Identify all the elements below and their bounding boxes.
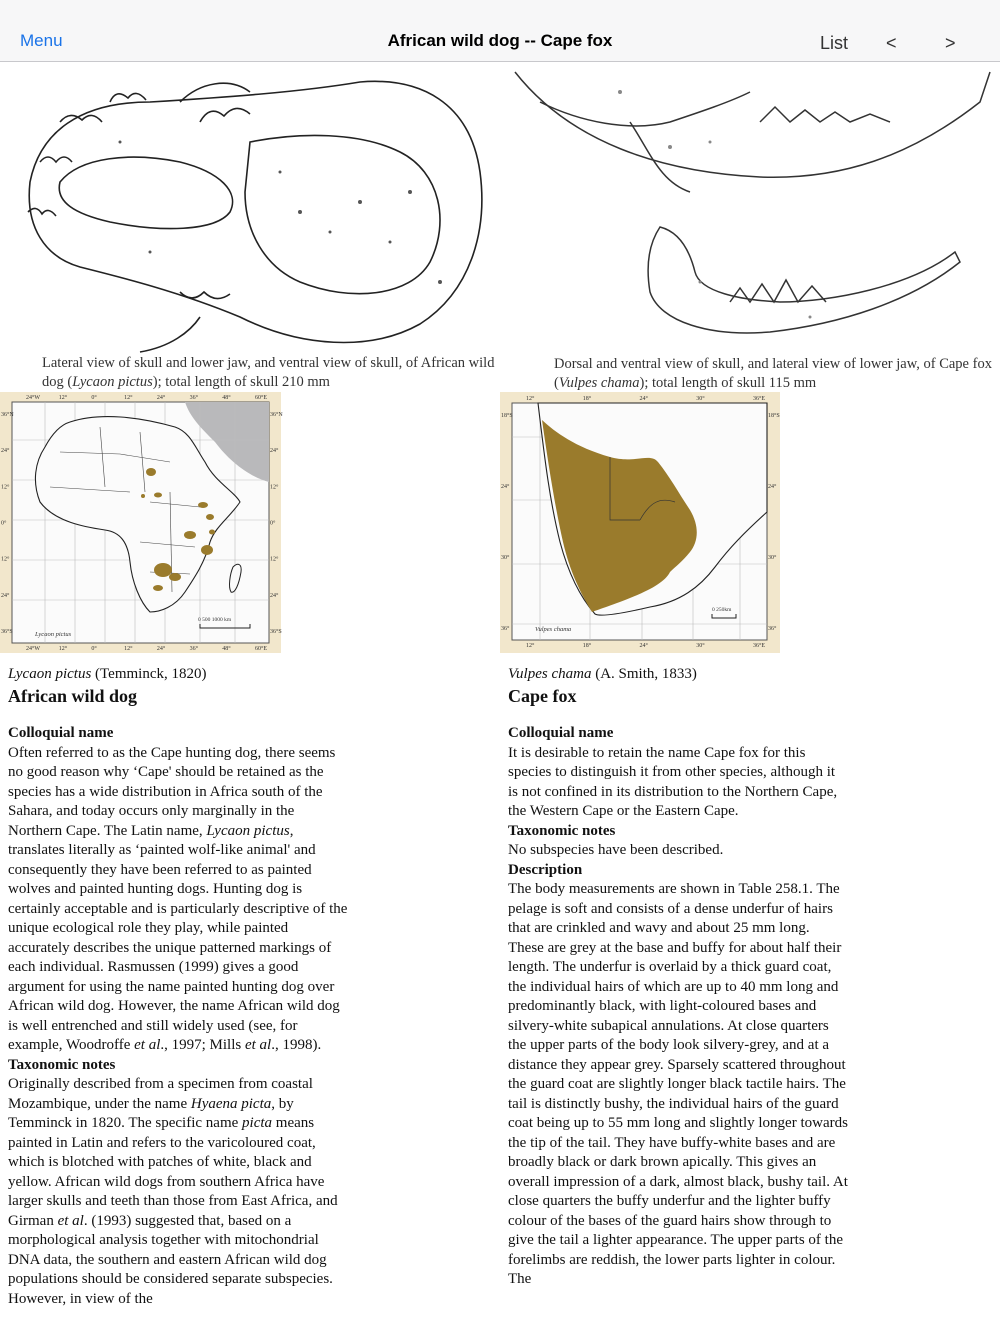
map-left-species-label: Lycaon pictus — [35, 631, 72, 638]
colloquial-name-paragraph: It is desirable to retain the name Cape fox for this species to distinguish it from other species, although it is not confined in its distribution to the Northern Cape, the Western Cape or the Eastern Cape. — [508, 744, 838, 819]
wild-dog-figure-caption: Lateral view of skull and lower jaw, and ventral view of skull, of African wild dog (Lycaon pictus); total length of skull 210 mm — [42, 355, 495, 390]
map-tick-label-left: 24° — [501, 484, 510, 490]
map-tick-label-bottom: 24°W — [26, 646, 41, 652]
previous-page-button[interactable]: < — [886, 33, 897, 53]
menu-button[interactable]: Menu — [20, 31, 63, 50]
map-tick-label-top: 12° — [526, 396, 535, 402]
map-right-scale-label: 0 250km — [712, 607, 732, 613]
map-tick-label-bottom: 36° — [189, 646, 198, 652]
cape-fox-skull-illustration — [510, 62, 1000, 354]
next-page-button[interactable]: > — [945, 33, 956, 53]
map-tick-label-bottom: 0° — [91, 646, 97, 652]
map-tick-label-bottom: 30° — [696, 643, 705, 649]
african-wild-dog-skull-illustration — [0, 62, 500, 354]
list-button[interactable]: List — [820, 33, 849, 53]
map-tick-label-bottom: 48° — [222, 646, 231, 652]
map-tick-label-top: 24° — [156, 395, 166, 401]
map-tick-label-left: 12° — [1, 484, 10, 491]
map-tick-label-left: 0° — [1, 520, 7, 527]
map-tick-label-right: 24° — [270, 592, 279, 599]
map-tick-label-left: 12° — [1, 556, 10, 563]
map-right-species-label: Vulpes chama — [535, 626, 572, 633]
species-common-name: Cape fox — [508, 686, 577, 706]
map-tick-label-right: 36° — [768, 626, 777, 632]
map-tick-label-right: 36°N — [270, 412, 283, 418]
map-tick-label-bottom: 18° — [582, 643, 592, 649]
map-tick-label-right: 0° — [270, 520, 276, 527]
map-tick-label-right: 30° — [768, 555, 777, 561]
map-tick-label-bottom: 60°E — [255, 646, 268, 652]
map-tick-label-bottom: 12° — [58, 646, 68, 652]
map-tick-label-top: 36° — [189, 395, 198, 401]
map-tick-label-bottom: 36°E — [753, 643, 766, 649]
map-tick-label-bottom: 24° — [156, 646, 166, 652]
map-tick-label-left: 30° — [501, 555, 510, 561]
colloquial-name-heading: Colloquial name — [8, 725, 114, 741]
map-tick-label-top: 24° — [639, 396, 648, 402]
map-left-scale-label: 0 500 1000 km — [198, 617, 232, 623]
colloquial-name-paragraph: Often referred to as the Cape hunting dog, there seems no good reason why ‘Cape' should be retained as the species has a wide distribution in Africa south of the Sahara, and today occurs only marginally in the Northern Cape. The Latin name, Lycaon pictus, translates literally as ‘painted wolf-like animal' and consequently they have been referred to as painted wolves and painted hunting dogs. Hunting dog is certainly acceptable and is particularly descriptive of the unique ecological role they play, while painted accurately describes the unique patterned markings of each individual. Rasmussen (1999) gives a good argument for using the name painted hunting dog over African wild dog. However, the name African wild dog is well entrenched and still widely used (see, for example, Woodroffe et al., 1997; Mills et al., 1998). — [8, 744, 348, 1053]
cape-fox-distribution-map — [500, 392, 780, 653]
taxonomic-notes-paragraph: Originally described from a specimen from coastal Mozambique, under the name Hyaena picta, by Temminck in 1820. The specific name picta means painted in Latin and refers to the varicoloured coat, which is blotched with patches of white, black and yellow. African wild dogs from southern Africa have larger skulls and teeth than those from East Africa, and Girman et al. (1993) suggested that, based on a morphological analysis together with mitochondrial DNA data, the southern and eastern African wild dog populations should be considered separate subspecies. However, in view of the — [8, 1076, 338, 1307]
map-tick-label-top: 60°E — [255, 395, 268, 401]
map-tick-label-top: 18° — [582, 396, 592, 402]
map-tick-label-top: 24°W — [26, 395, 41, 401]
map-tick-label-left: 36°S — [1, 629, 13, 635]
map-tick-label-left: 24° — [1, 448, 10, 455]
african-wild-dog-distribution-map — [0, 392, 281, 653]
map-tick-label-left: 36° — [501, 626, 510, 632]
map-tick-label-top: 48° — [222, 395, 231, 401]
map-tick-label-bottom: 12° — [526, 643, 535, 649]
species-scientific-name: Vulpes chama (A. Smith, 1833) — [508, 666, 697, 682]
map-tick-label-top: 12° — [124, 395, 133, 401]
description-paragraph: The body measurements are shown in Table 258.1. The pelage is soft and consists of a dense underfur of hairs that are crinkled and wavy and about 25 mm long. These are grey at the base and buffy for about half their length. The underfur is overlaid by a thick guard coat, the individual hairs of which are up to 40 mm long and predominantly black, with light-coloured bases and silvery-white subapical annulations. At close quarters the upper parts of the body look silvery-grey, and at a distance they appear grey. Sparsely scattered throughout the guard coat are slightly longer black tactile hairs. The tail is distinctly bushy, the individual hairs of the guard coat being up to 55 mm long and slightly longer towards the tip of the tail. They have buffy-white bases and are broadly black or dark brown apically. This gives an overall impression of a dark, almost black, bushy tail. At close quarters the buffy underfur and the lighter buffy colour of the bases of the guard hairs show through to give the tail a lighter appearance. The upper parts of the forelimbs are reddish, the lower parts lighter in colour. The — [508, 881, 848, 1287]
map-tick-label-left: 18°S — [501, 413, 513, 419]
map-tick-label-top: 12° — [58, 395, 68, 401]
map-tick-label-left: 24° — [1, 592, 10, 599]
map-tick-label-left: 36°N — [1, 412, 14, 418]
cape-fox-figure-caption: Dorsal and ventral view of skull, and lateral view of lower jaw, of Cape fox (Vulpes chama); total length of skull 115 mm — [554, 356, 992, 391]
map-tick-label-bottom: 12° — [124, 646, 133, 652]
navigation-bar — [0, 0, 1000, 62]
map-tick-label-right: 12° — [270, 484, 279, 491]
colloquial-name-heading: Colloquial name — [508, 725, 614, 741]
map-tick-label-top: 0° — [91, 395, 97, 401]
map-tick-label-right: 24° — [270, 448, 279, 455]
taxonomic-notes-heading: Taxonomic notes — [8, 1056, 116, 1073]
description-heading: Description — [508, 861, 583, 878]
species-scientific-name: Lycaon pictus (Temminck, 1820) — [8, 666, 207, 682]
african-wild-dog-article — [8, 664, 348, 1309]
taxonomic-notes-paragraph: No subspecies have been described. — [508, 842, 724, 858]
page-title: African wild dog -- Cape fox — [387, 31, 613, 50]
map-tick-label-top: 36°E — [753, 396, 766, 402]
map-tick-label-top: 30° — [696, 396, 705, 402]
map-tick-label-right: 36°S — [270, 629, 282, 635]
map-tick-label-right: 24° — [768, 484, 777, 490]
map-tick-label-right: 12° — [270, 556, 279, 563]
map-tick-label-right: 18°S — [768, 413, 780, 419]
cape-fox-article — [508, 664, 848, 1290]
map-tick-label-bottom: 24° — [639, 643, 648, 649]
taxonomic-notes-heading: Taxonomic notes — [508, 822, 616, 839]
species-common-name: African wild dog — [8, 686, 138, 706]
